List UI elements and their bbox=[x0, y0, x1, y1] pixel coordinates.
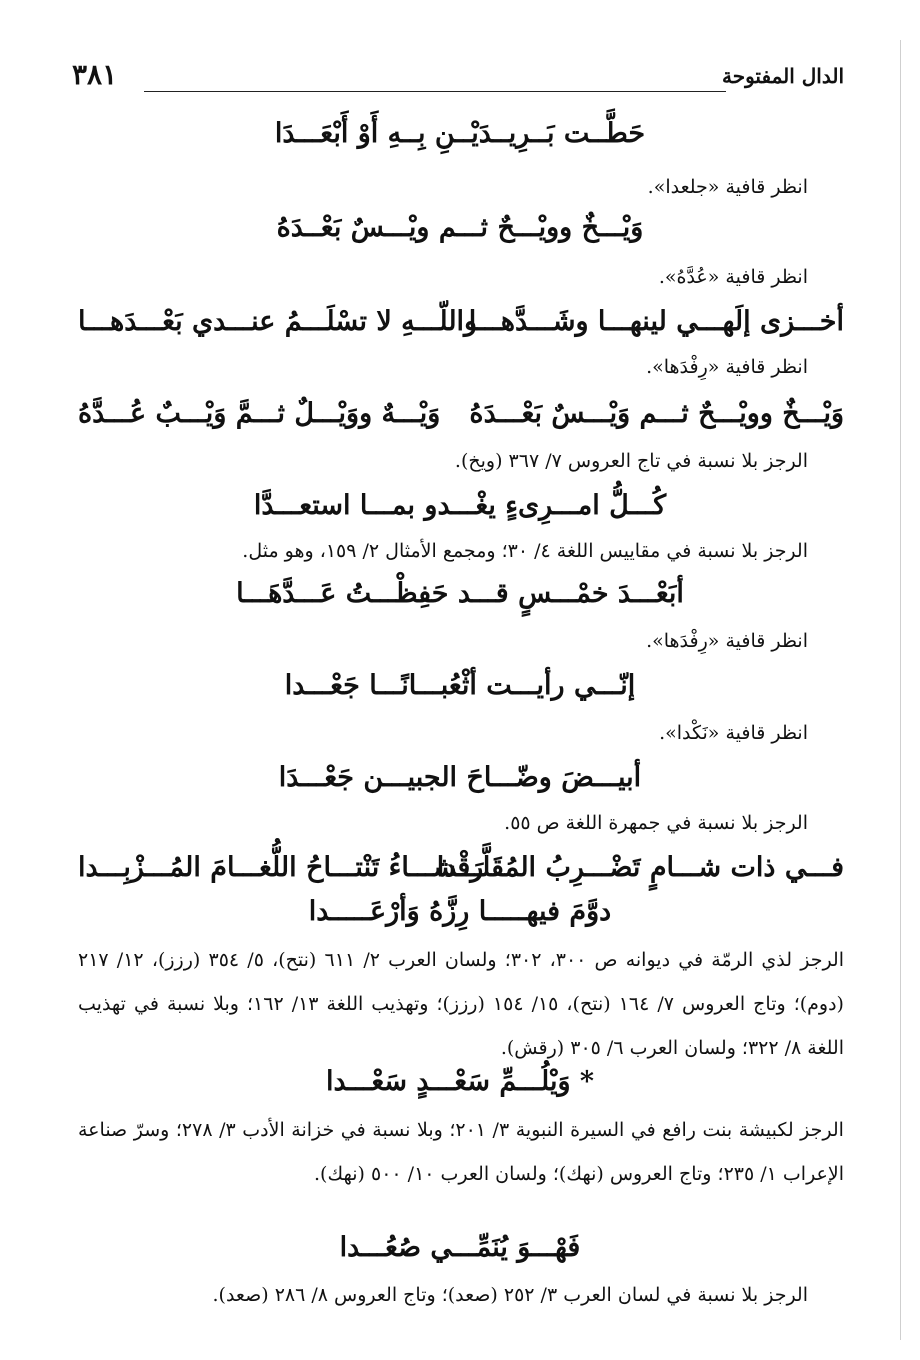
verse-6: أبَعْـــدَ خمْـــسٍ قـــد حَفِظْـــتُ عَـــدَّهَـــا bbox=[236, 578, 684, 609]
verse-5: كُـــلُّ امـــرِىءٍ يغْـــدو بمـــا استعـــدَّا bbox=[253, 490, 667, 521]
page-header bbox=[72, 58, 844, 94]
note-5: الرجز بلا نسبة في مقاييس اللغة ٤/ ٣٠؛ ومجمع الأمثال ٢/ ١٥٩، وهو مثل. bbox=[242, 540, 808, 562]
verse-9-second-hemistich: رَقْشـــاءُ تَنْتـــاحُ اللُّغـــامَ المُـــزْبِـــدا bbox=[78, 852, 484, 883]
citation-9: الرجز لذي الرمّة في ديوانه ص ٣٠٠، ٣٠٢؛ ولسان العرب ٢/ ٦١١ (نتح)، ٥/ ٣٥٤ (رزز)، ١٢/ ٢١٧ (دوم)؛ وتاج العروس ٧/ ١٦٤ (نتح)، ١٥/ ١٥٤ (رزز)؛ وتهذيب اللغة ١٣/ ١٦٢؛ وبلا نسبة في تهذيب اللغة ٨/ ٣٢٢؛ ولسان العرب ٦/ ٣٠٥ (رقش). bbox=[78, 949, 844, 1059]
note-3: انظر قافية «رِفْدَها». bbox=[646, 356, 808, 378]
verse-8: أبيـــضَ وضّـــاحَ الجبيـــن جَعْـــدَا bbox=[278, 762, 642, 793]
citation-10: الرجز لكبيشة بنت رافع في السيرة النبوية ٣/ ٢٠١؛ وبلا نسبة في خزانة الأدب ٣/ ٢٧٨؛ وسرّ صناعة الإعراب ١/ ٢٣٥؛ وتاج العروس (نهك)؛ ولسان العرب ١٠/ ٥٠٠ (نهك). bbox=[78, 1119, 844, 1185]
note-6: انظر قافية «رِفْدَها». bbox=[646, 630, 808, 652]
verse-4-first-hemistich: وَيْـــخٌ وويْـــحٌ ثـــم وَيْـــسٌ بَعْـــدَهُ bbox=[469, 398, 844, 429]
note-8: الرجز بلا نسبة في جمهرة اللغة ص ٥٥. bbox=[504, 812, 808, 834]
verse-3-first-hemistich: أخـــزى إلَهـــي لينهـــا وشَـــدَّهـــا bbox=[468, 306, 844, 337]
note-1: انظر قافية «جلعدا». bbox=[647, 176, 808, 198]
note-11: الرجز بلا نسبة في لسان العرب ٣/ ٢٥٢ (صعد)؛ وتاج العروس ٨/ ٢٨٦ (صعد). bbox=[212, 1284, 808, 1306]
verse-11: فَهْـــوَ يُنَمِّـــي صُعُـــدا bbox=[339, 1232, 581, 1263]
verse-10: * وَيْلُـــمِّ سَعْـــدٍ سَعْـــدا bbox=[325, 1066, 595, 1097]
verse-9-continuation: دوَّمَ فيهـــــا رِزَّهُ وَأرْعَـــــدا bbox=[308, 896, 612, 927]
page-number: ٣٨١ bbox=[72, 58, 118, 91]
note-2: انظر قافية «عُدَّهُ». bbox=[658, 266, 808, 288]
verse-2: وَيْـــخٌ وويْـــحٌ ثـــم ويْـــسٌ بَعْــدَهُ bbox=[276, 212, 644, 243]
running-title: الدال المفتوحة bbox=[722, 64, 844, 88]
verse-4-second-hemistich: وَيْـــهٌ ووَيْـــلٌ ثـــمَّ وَيْـــبٌ عُـــدَّهُ bbox=[78, 398, 441, 429]
note-4: الرجز بلا نسبة في تاج العروس ٧/ ٣٦٧ (ويخ). bbox=[454, 450, 808, 472]
header-rule bbox=[144, 91, 726, 92]
verse-9-first-hemistich: فـــي ذات شـــامٍ تَضْـــرِبُ المُقَلَّـــدا bbox=[436, 852, 844, 883]
note-7: انظر قافية «نَكْدا». bbox=[659, 722, 808, 744]
verse-3-second-hemistich: واللّـــهِ لا تسْلَـــمُ عنـــدي بَعْـــدَهـــا bbox=[78, 306, 478, 337]
verse-1: حَطَّــت بَــرِيــدَيْــنِ بِــهِ أَوْ أَبْعَـــدَا bbox=[274, 118, 646, 149]
verse-7: إنّـــي رأيـــت أثْعُبـــانًـــا جَعْـــدا bbox=[284, 670, 636, 701]
